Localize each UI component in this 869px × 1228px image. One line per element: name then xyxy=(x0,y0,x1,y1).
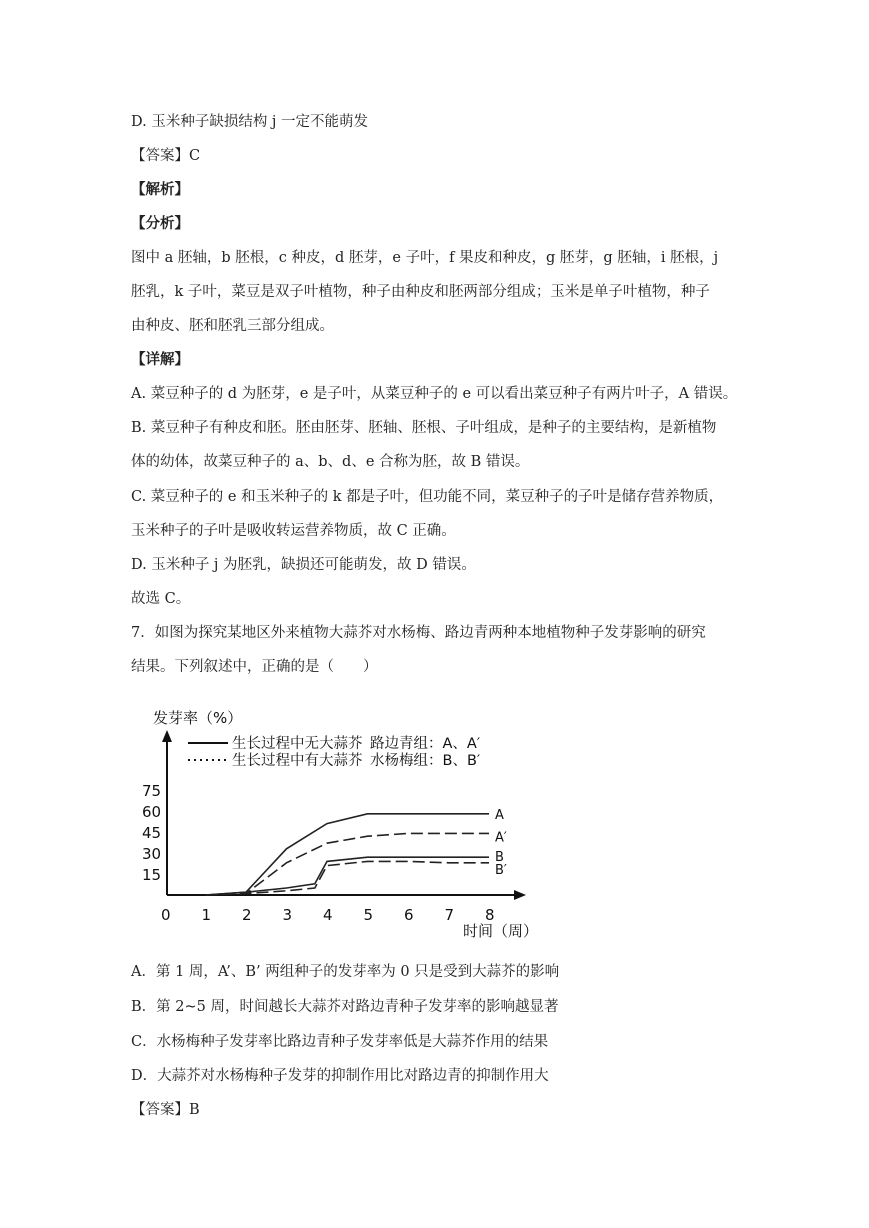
x-tick-label: 0 xyxy=(161,906,171,924)
y-tick-label: 30 xyxy=(142,845,162,863)
detail-c-line1: C. 菜豆种子的 e 和玉米种子的 k 都是子叶，但功能不同，菜豆种子的子叶是储存营养物质， xyxy=(131,489,724,505)
option-d-previous: D. 玉米种子缺损结构 j 一定不能萌发 xyxy=(131,114,369,130)
x-tick-label: 3 xyxy=(282,906,293,924)
choice-a[interactable]: A．第 1 周，A’、B’ 两组种子的发芽率为 0 只是受到大蒜芥的影响 xyxy=(131,964,560,980)
analysis-heading: 【解析】 xyxy=(131,181,189,198)
legend-solid-text: 生长过程中无大蒜芥 xyxy=(232,736,363,752)
y-tick-label: 60 xyxy=(142,803,162,821)
x-tick-label: 5 xyxy=(363,906,374,924)
fenxi-text-line1: 图中 a 胚轴，b 胚根，c 种皮，d 胚芽，e 子叶，f 果皮和种皮，g 胚芽，g 胚轴，i 胚根，j xyxy=(131,250,719,266)
series-label: B xyxy=(495,850,504,866)
x-tick-label: 1 xyxy=(201,906,212,924)
series-labels xyxy=(495,808,507,878)
y-axis-arrow xyxy=(162,730,172,742)
series-label: A′ xyxy=(495,830,507,846)
series-lines xyxy=(206,814,490,895)
answer-label: 【答案】C xyxy=(131,148,201,164)
detail-c-line2: 玉米种子的子叶是吸收转运营养物质，故 C 正确。 xyxy=(131,523,456,539)
detail-b-line1: B. 菜豆种子有种皮和胚。胚由胚芽、胚轴、胚根、子叶组成，是种子的主要结构，是新植物 xyxy=(131,420,717,436)
x-axis-arrow xyxy=(514,890,526,900)
legend-dotted-text: 生长过程中有大蒜芥 xyxy=(232,753,363,769)
fenxi-heading: 【分析】 xyxy=(131,215,189,232)
series-label: A xyxy=(495,807,504,823)
detail-b-line2: 体的幼体，故菜豆种子的 a、b、d、e 合称为胚，故 B 错误。 xyxy=(131,454,530,470)
x-tick-label: 6 xyxy=(404,906,414,924)
detail-a: A. 菜豆种子的 d 为胚芽，e 是子叶，从菜豆种子的 e 可以看出菜豆种子有两片叶子，A 错误。 xyxy=(131,386,738,402)
detail-heading: 【详解】 xyxy=(131,351,189,368)
choice-d[interactable]: D．大蒜芥对水杨梅种子发芽的抑制作用比对路边青的抑制作用大 xyxy=(131,1068,549,1084)
question-7-line2: 结果。下列叙述中，正确的是（ ） xyxy=(131,659,378,675)
series-line-1 xyxy=(206,814,490,895)
fenxi-text-line3: 由种皮、胚和胚乳三部分组成。 xyxy=(131,318,334,334)
x-tick-label: 4 xyxy=(323,906,333,924)
x-tick-label: 8 xyxy=(485,906,495,924)
legend-dotted-group: 水杨梅组：B、B′ xyxy=(370,753,481,769)
legend-solid-group: 路边青组：A、A′ xyxy=(370,736,481,752)
x-ticks xyxy=(161,906,495,924)
choice-c[interactable]: C．水杨梅种子发芽率比路边青种子发芽率低是大蒜芥作用的结果 xyxy=(131,1034,549,1050)
fenxi-text-line2: 胚乳，k 子叶，菜豆是双子叶植物，种子由种皮和胚两部分组成；玉米是单子叶植物，种子 xyxy=(131,284,710,300)
y-ticks xyxy=(142,782,161,884)
detail-d: D. 玉米种子 j 为胚乳，缺损还可能萌发，故 D 错误。 xyxy=(131,557,476,573)
series-label: B′ xyxy=(495,862,507,878)
y-tick-label: 75 xyxy=(142,782,162,800)
y-axis-label: 发芽率（%） xyxy=(153,709,243,727)
conclusion: 故选 C。 xyxy=(131,591,191,607)
x-tick-label: 7 xyxy=(444,906,455,924)
y-tick-label: 15 xyxy=(142,866,162,884)
chart-legend xyxy=(188,734,480,769)
choice-b[interactable]: B．第 2~5 周，时间越长大蒜芥对路边青种子发芽率的影响越显著 xyxy=(131,999,559,1015)
x-tick-label: 2 xyxy=(242,906,252,924)
final-answer: 【答案】B xyxy=(131,1102,200,1118)
y-tick-label: 45 xyxy=(142,824,162,842)
question-7-line1: 7．如图为探究某地区外来植物大蒜芥对水杨梅、路边青两种本地植物种子发芽影响的研究 xyxy=(131,625,706,641)
germination-chart xyxy=(140,700,560,950)
x-axis-label: 时间（周） xyxy=(463,922,539,940)
